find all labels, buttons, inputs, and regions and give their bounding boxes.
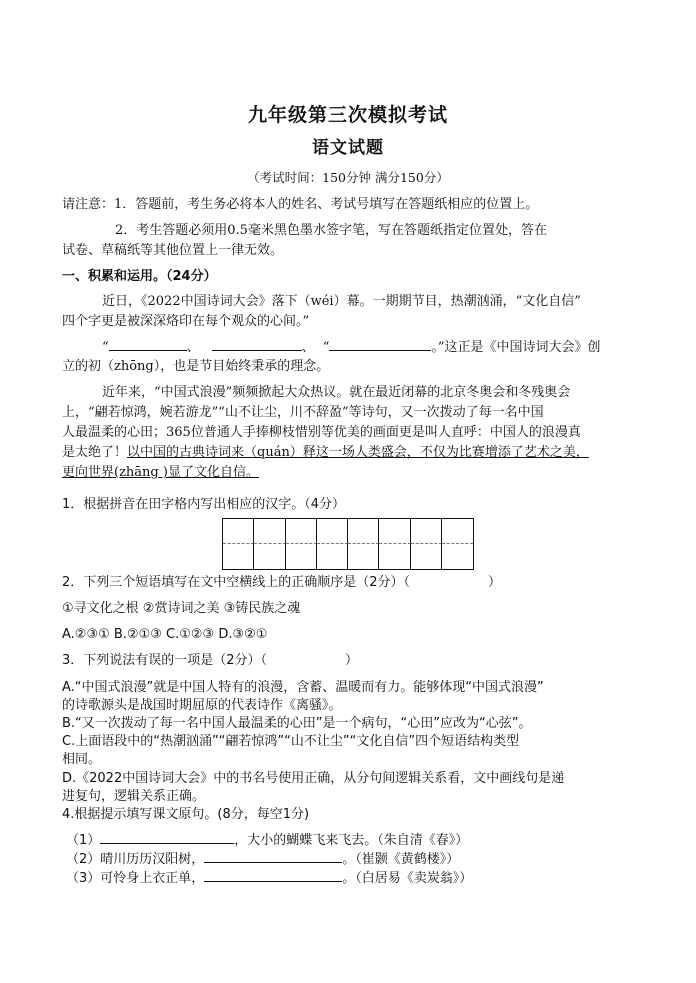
question-3	[62, 652, 358, 670]
paren-close: ）	[488, 575, 502, 590]
question-4: 4.根据提示填写课文原句。(8分，每空1分)	[62, 807, 310, 822]
fill-blank-3[interactable]	[329, 338, 431, 351]
grid-cell[interactable]	[379, 544, 410, 569]
q4-item-2-text: 。（崔颢《黄鹤楼》）	[342, 852, 460, 867]
notice-label: 请注意：	[62, 197, 115, 212]
fill-blank-q4-3[interactable]	[204, 869, 342, 882]
question-1: 1．根据拼音在田字格内写出相应的汉字。（4分）	[62, 497, 346, 512]
grid-cell[interactable]	[379, 519, 410, 544]
q4-item-1-text: ，大小的蝴蝶飞来飞去。（朱自清《春》）	[234, 833, 469, 848]
grid-cell[interactable]	[348, 544, 379, 569]
grid-cell[interactable]	[317, 544, 348, 569]
q4-item-2-label: （2）晴川历历汉阳树，	[66, 852, 205, 867]
fill-blank-2[interactable]	[212, 338, 302, 351]
exam-title: 九年级第三次模拟考试	[247, 104, 448, 126]
q4-item-3-text: 。（白居易《卖炭翁》）	[342, 871, 473, 886]
underlined-sentence-part1: 以中国的古典诗词来（quán）释这一场人类盛会，不仅为比赛增添了艺术之美，	[127, 445, 589, 460]
para3-line4	[62, 444, 589, 462]
grid-cell[interactable]	[223, 519, 254, 544]
para2-line2: 立的初（zhōng），也是节目始终秉承的理念。	[62, 359, 330, 374]
grid-cell[interactable]	[254, 544, 285, 569]
separator-1: 、	[186, 340, 200, 355]
question-2-text: 2．下列三个短语填写在文中空横线上的正确顺序是（2分）（	[62, 575, 411, 590]
notice-line-1	[62, 196, 538, 214]
underlined-sentence-part2: 更向世界(zhāng )显了文化自信。	[62, 465, 259, 480]
option-a-line2: 的诗歌源头是战国时期屈原的代表诗作《离骚》。	[62, 698, 342, 713]
option-b: B.“又一次拨动了每一名中国人最温柔的心田”是一个病句，“心田”应改为“心弦”。	[62, 716, 532, 731]
grid-cell[interactable]	[411, 519, 442, 544]
question-2-items: ①寻文化之根 ②赏诗词之美 ③铸民族之魂	[62, 601, 301, 616]
option-c-line2: 相同。	[62, 752, 102, 767]
separator-2: 、	[301, 340, 315, 355]
q4-item-3-label: （3）可怜身上衣正单，	[66, 871, 205, 886]
question-2	[62, 574, 501, 592]
para1-line2: 四个字更是被深深烙印在每个观众的心间。”	[62, 314, 310, 329]
question-3-text: 3．下列说法有误的一项是（2分）（	[62, 653, 268, 668]
exam-info: （考试时间：150分钟 满分150分）	[247, 170, 449, 185]
para2-end: 。”这正是《中国诗词大会》创	[431, 340, 601, 355]
grid-cell[interactable]	[286, 519, 317, 544]
para3-plain: 是太绝了！	[62, 445, 128, 460]
section-heading: 一、积累和运用。（24分）	[62, 269, 217, 284]
option-c-line1: C.上面语段中的“热潮汹涌”“翩若惊鸿”“山不让尘”“文化自信”四个短语结构类型	[62, 734, 520, 749]
tianzige-grid[interactable]	[222, 518, 474, 570]
para2-line1	[102, 338, 601, 357]
grid-cell[interactable]	[317, 519, 348, 544]
q4-item-1	[66, 831, 468, 850]
grid-cell[interactable]	[442, 544, 473, 569]
grid-cell[interactable]	[286, 544, 317, 569]
para1-line1: 近日，《2022中国诗词大会》落下（wéi）幕。一期期节目，热潮汹涌，“文化自信”	[102, 294, 581, 309]
fill-blank-1[interactable]	[109, 338, 187, 351]
notice-item-2b: 试卷、草稿纸等其他位置上一律无效。	[62, 243, 284, 258]
fill-blank-q4-1[interactable]	[100, 831, 234, 844]
exam-subject: 语文试题	[312, 138, 384, 158]
quote-open: “	[102, 340, 109, 355]
grid-cell[interactable]	[254, 519, 285, 544]
question-2-options: A.②③① B.②①③ C.①②③ D.③②①	[62, 627, 268, 642]
q4-item-3	[66, 869, 472, 888]
q4-item-2	[66, 850, 459, 869]
grid-cell[interactable]	[411, 544, 442, 569]
grid-cell[interactable]	[348, 519, 379, 544]
paren-close: ）	[345, 653, 359, 668]
para3-line1: 近年来，“中国式浪漫”频频掀起大众热议。就在最近闭幕的北京冬奥会和冬残奥会	[102, 385, 571, 400]
option-d-line1: D.《2022中国诗词大会》中的书名号使用正确，从分句间逻辑关系看，文中画线句是递	[62, 771, 565, 786]
grid-cell[interactable]	[442, 519, 473, 544]
q4-item-1-label: （1）	[66, 833, 101, 848]
para3-line3: 人最温柔的心田；365位普通人手捧柳枝惜别等优美的画面更是叫人直呼：中国人的浪漫真	[62, 425, 581, 440]
fill-blank-q4-2[interactable]	[204, 850, 342, 863]
quote-open-2: “	[322, 340, 330, 355]
option-d-line2: 进复句，逻辑关系正确。	[62, 789, 206, 804]
option-a-line1: A.“中国式浪漫”就是中国人特有的浪漫，含蓄、温暖而有力。能够体现“中国式浪漫”	[62, 680, 544, 695]
notice-item-1: 1．答题前，考生务必将本人的姓名、考试号填写在答题纸相应的位置上。	[114, 197, 539, 212]
notice-item-2a: 2．考生答题必须用0.5毫米黑色墨水签字笔，写在答题纸指定位置处，答在	[115, 223, 547, 238]
para3-line2: 上，“翩若惊鸿，婉若游龙”“山不让尘，川不辞盈”等诗句，又一次拨动了每一名中国	[62, 405, 544, 420]
grid-cell[interactable]	[223, 544, 254, 569]
